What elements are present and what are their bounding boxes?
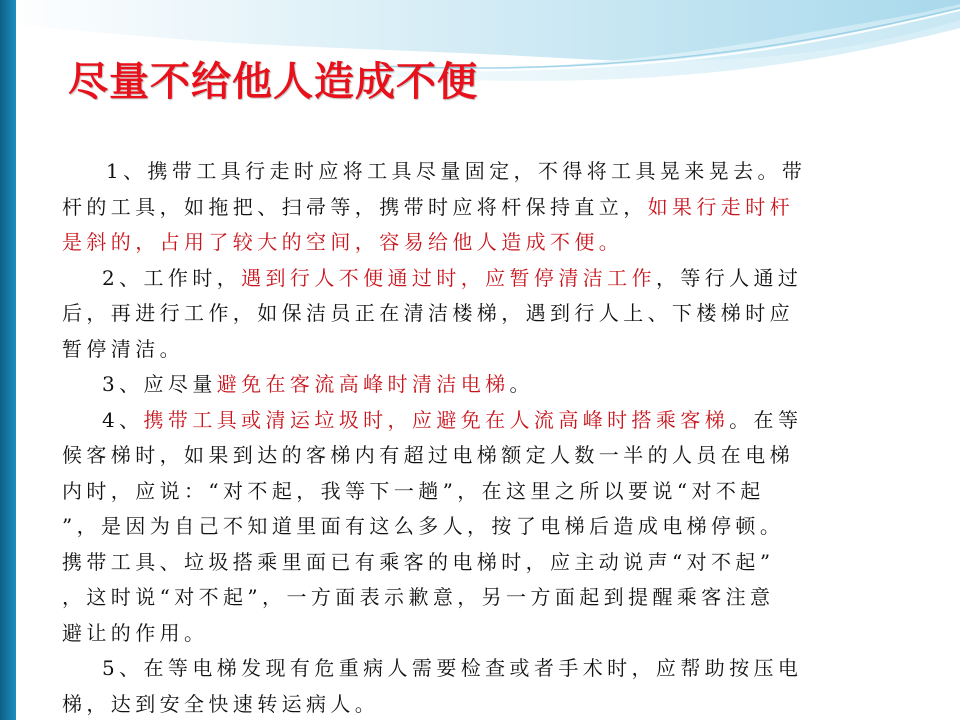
text-line <box>62 474 878 510</box>
body-text: ，等行人通过 <box>655 265 803 290</box>
highlight-text: 如果行走时杆 <box>647 194 795 219</box>
paragraph-5 <box>62 651 878 720</box>
body-text: 后，再进行工作，如保洁员正在清洁楼梯，遇到行人上、下楼梯时应 <box>62 301 794 325</box>
body-text: 1、携带工具行走时应将工具尽量固定，不得将工具晃来晃去。带 <box>106 159 807 183</box>
slide-body <box>62 154 878 720</box>
text-line <box>62 545 878 581</box>
left-accent-bar <box>0 0 16 720</box>
body-text: 暂停清洁。 <box>62 336 184 361</box>
body-text: 5、在等电梯发现有危重病人需要检查或者手术时，应帮助按压电 <box>102 656 803 680</box>
body-text: 4、 <box>102 407 144 432</box>
body-text: 携带工具、垃圾搭乘里面已有乘客的电梯时，应主动说声“对不起” <box>62 549 775 574</box>
text-line <box>62 616 878 652</box>
text-line <box>62 154 878 190</box>
text-line <box>62 367 878 403</box>
body-text: ，这时说“对不起”，一方面表示歉意，另一方面起到提醒乘客注意 <box>62 585 775 609</box>
highlight-text: 是斜的，占用了较大的空间，容易给他人造成不便。 <box>62 230 624 254</box>
slide-title: 尽量不给他人造成不便 <box>68 59 478 105</box>
body-text: 杆的工具，如拖把、扫帚等，携带时应将杆保持直立， <box>62 194 648 219</box>
body-text: 。在等 <box>729 407 803 432</box>
highlight-text: 遇到行人不便通过时，应暂停清洁工作 <box>241 265 656 290</box>
paragraph-2 <box>62 261 878 368</box>
text-line <box>62 509 878 545</box>
text-line <box>62 261 878 297</box>
paragraph-4 <box>62 403 878 652</box>
paragraph-3 <box>62 367 878 403</box>
text-line <box>62 225 878 261</box>
body-text: 避让的作用。 <box>62 620 209 645</box>
text-line <box>62 438 878 474</box>
text-line <box>62 332 878 368</box>
text-line <box>62 296 878 332</box>
body-text: 梯，达到安全快速转运病人。 <box>62 691 380 716</box>
highlight-text: 避免在客流高峰时清洁电梯 <box>216 372 510 396</box>
text-line <box>62 651 878 687</box>
text-line <box>62 403 878 439</box>
paragraph-1 <box>62 154 878 261</box>
text-line <box>62 580 878 616</box>
text-line <box>62 190 878 226</box>
highlight-text: 携带工具或清运垃圾时，应避免在人流高峰时搭乘客梯 <box>143 407 730 432</box>
body-text: 2、工作时， <box>102 265 242 290</box>
body-text: 。 <box>509 372 534 396</box>
body-text: 3、应尽量 <box>102 372 217 396</box>
text-line <box>62 687 878 720</box>
body-text: 候客梯时，如果到达的客梯内有超过电梯额定人数一半的人员在电梯 <box>62 443 794 467</box>
body-text: ”，是因为自己不知道里面有这么多人，按了电梯后造成电梯停顿。 <box>62 514 785 538</box>
body-text: 内时，应说：“对不起，我等下一趟”，在这里之所以要说“对不起 <box>62 478 765 503</box>
